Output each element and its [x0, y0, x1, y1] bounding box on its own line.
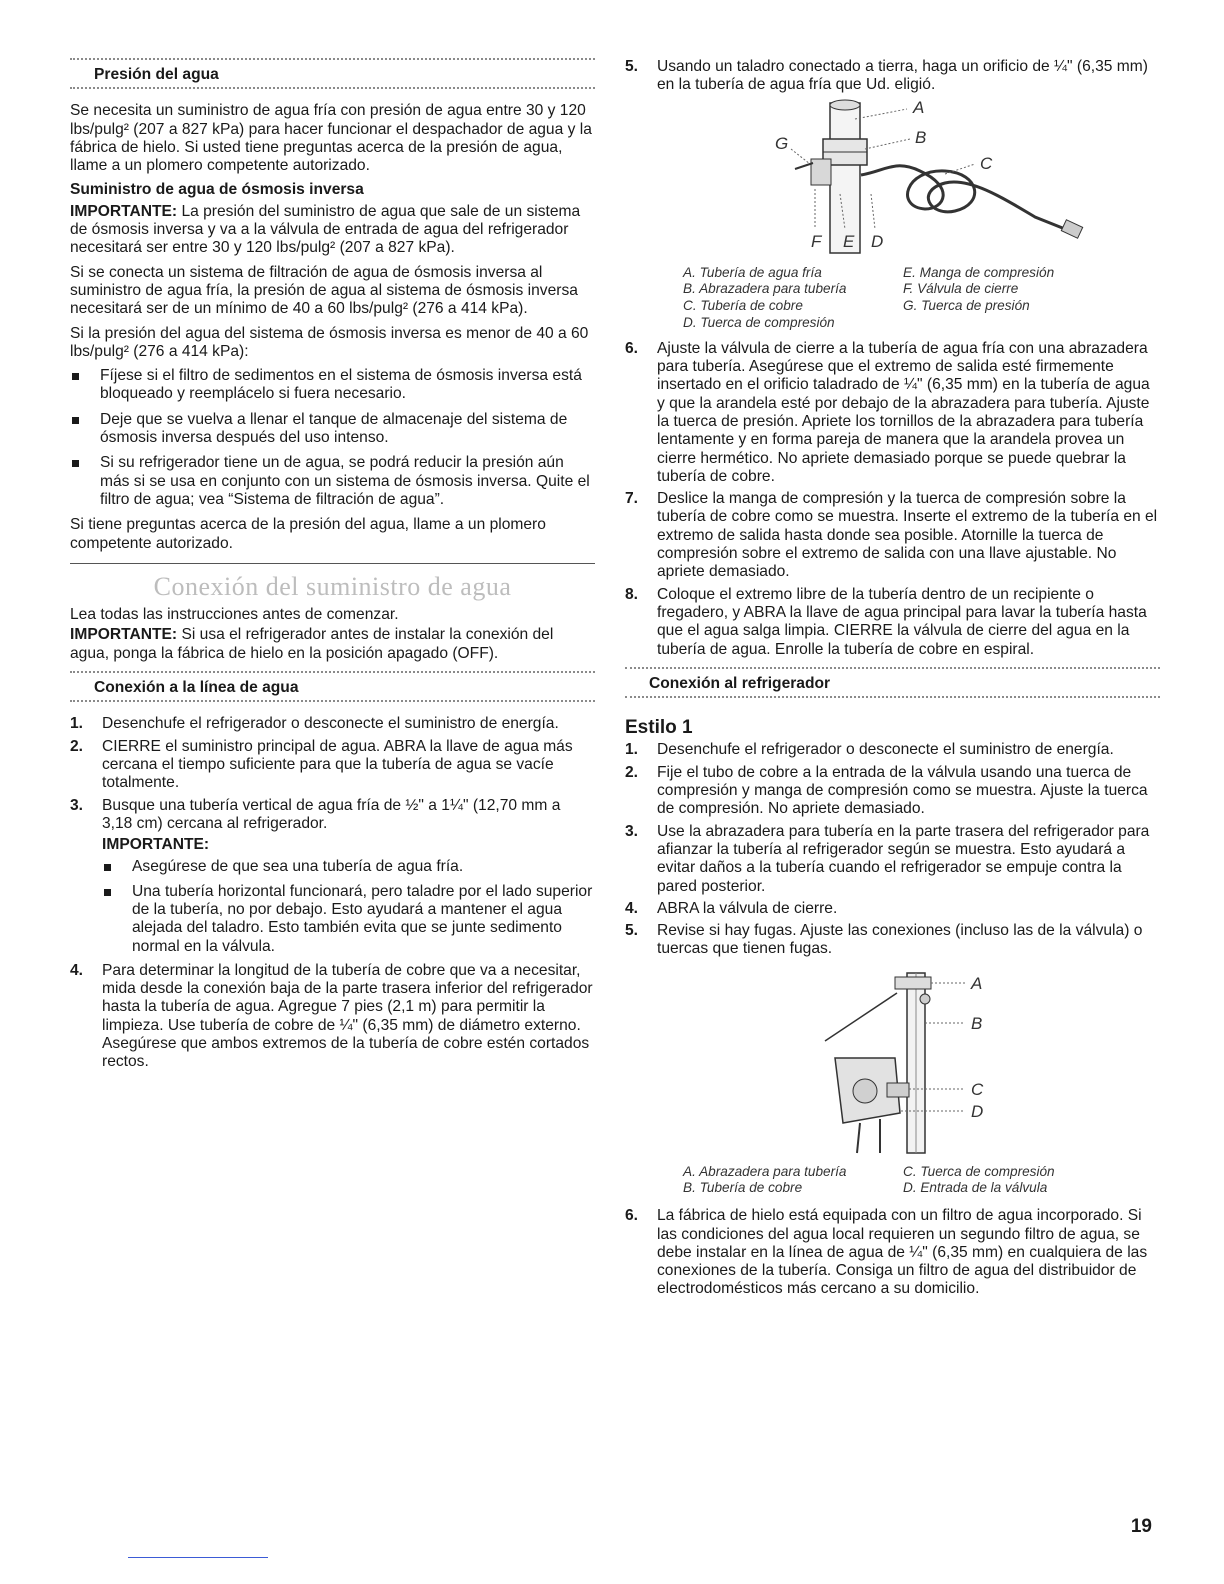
important-paragraph: [70, 626, 595, 663]
step-number: 4.: [70, 961, 84, 979]
steps-list: [625, 58, 1160, 95]
caption-item: B. Abrazadera para tubería: [683, 281, 847, 297]
tube-clamp: [895, 977, 931, 989]
valve-inlet-figure: [625, 963, 1160, 1158]
step-text: ABRA la válvula de cierre.: [657, 899, 838, 917]
step-number: 8.: [625, 585, 639, 603]
caption-item: E. Manga de compresión: [903, 264, 1055, 280]
caption-item: A. Abrazadera para tubería: [683, 1163, 847, 1179]
important-label: IMPORTANTE:: [70, 202, 178, 220]
clamp-screw: [920, 994, 930, 1004]
caption-item: D. Entrada de la válvula: [903, 1180, 1048, 1196]
callout-a: A: [971, 973, 983, 993]
bullet-list: [70, 367, 595, 509]
bullet-square-icon: [104, 889, 111, 896]
callout-line-a: [855, 109, 907, 119]
step-text: Busque una tubería vertical de agua fría de ½" a 1¼" (12,70 mm a 3,18 cm) cercana al refrigerador.: [102, 796, 561, 832]
list-item: [70, 454, 595, 509]
step-number: 1.: [70, 715, 84, 733]
steps-list: [70, 715, 595, 1071]
important-label: IMPORTANTE:: [102, 836, 210, 854]
caption-item: F. Válvula de cierre: [903, 281, 1019, 297]
step-number: 7.: [625, 490, 639, 508]
step-number: 2.: [625, 763, 639, 781]
bullet-square-icon: [104, 864, 111, 871]
style-heading: Estilo 1: [625, 717, 693, 739]
callout-line-b: [865, 139, 910, 149]
callout-d: D: [971, 1101, 984, 1121]
divider: [70, 87, 595, 92]
step-item: [625, 741, 1160, 759]
step-item: [625, 586, 1160, 659]
step-item: [625, 1207, 1160, 1298]
step-item: [625, 764, 1160, 819]
subsection-heading: Conexión a la línea de agua: [94, 679, 299, 697]
bullet-square-icon: [72, 373, 79, 380]
water-pressure-section: [70, 58, 595, 92]
list-item: [102, 858, 595, 876]
divider: [70, 700, 595, 705]
callout-a: A: [913, 98, 925, 117]
step-number: 5.: [625, 58, 639, 75]
valve-leg: [857, 1123, 860, 1153]
figure-caption: [683, 1164, 1160, 1198]
step-text: CIERRE el suministro principal de agua. ABRA la llave de agua más cercana el tiempo suficiente para que la tubería de agua se vacíe totalmente.: [102, 737, 573, 792]
step-number: 3.: [625, 822, 639, 840]
step-item: [70, 738, 595, 793]
ro-heading: Suministro de agua de ósmosis inversa: [70, 181, 364, 199]
callout-f: F: [811, 231, 822, 251]
step-text: Coloque el extremo libre de la tubería dentro de un recipiente o fregadero, y ABRA la llave de agua principal para lavar la tubería hasta que el agua salga limpia. CIERRE la válvula de cierre del agua en la tubería de agua. Enrolle la tubería de cobre en espiral.: [657, 585, 1147, 658]
bullet-square-icon: [72, 460, 79, 467]
shutoff-valve-figure: [625, 99, 1160, 259]
step-text: Para determinar la longitud de la tubería de cobre que va a necesitar, mida desde la conexión baja de la parte trasera inferior del refrigerador hasta la tubería de agua. Agregue 7 pies (2,1 m) para permitir la limpieza. Use tubería de cobre de ¼" (6,35 mm) de diámetro externo. Asegúrese que ambos extremos de la tubería de cobre estén cortados rectos.: [102, 961, 593, 1071]
step-item: [70, 962, 595, 1072]
step-number: 1.: [625, 741, 639, 759]
callout-g: G: [775, 133, 789, 153]
paragraph: Si tiene preguntas acerca de la presión del agua, llame a un plomero competente autorizado.: [70, 516, 546, 552]
steps-list: [625, 340, 1160, 659]
step-number: 5.: [625, 922, 639, 940]
list-item-text: Deje que se vuelva a llenar el tanque de almacenaje del sistema de ósmosis inversa después del uso intenso.: [100, 410, 568, 447]
step-item: [625, 340, 1160, 486]
section-title: Conexión del suministro de agua: [153, 571, 512, 601]
paragraph: Se necesita un suministro de agua fría con presión de agua entre 30 y 120 lbs/pulg² (207 a 827 kPa) para hacer funcionar el despachador de agua y la fábrica de hielo. Si usted tiene preguntas acerca de la presión de agua, llame a un plomero competente autorizado.: [70, 102, 592, 175]
water-line-section: [70, 671, 595, 705]
important-text: Si usa el refrigerador antes de instalar la conexión del agua, ponga la fábrica de hielo en la posición apagado (OFF).: [70, 626, 554, 662]
page-number: 19: [1130, 1516, 1152, 1537]
callout-d: D: [871, 231, 884, 251]
steps-list: [625, 741, 1160, 958]
caption-item: D. Tuerca de compresión: [683, 314, 835, 330]
step-text: Desenchufe el refrigerador o desconecte el suministro de energía.: [102, 715, 559, 733]
callout-e: E: [843, 231, 855, 251]
list-item-text: Si su refrigerador tiene un de agua, se podrá reducir la presión aún más si se usa en conjunto con un sistema de ósmosis inversa. Quite el filtro de agua; vea “Sistema de filtración de agua”.: [100, 454, 590, 508]
bullet-square-icon: [72, 417, 79, 424]
shutoff-valve: [811, 159, 831, 185]
step-item: [625, 58, 1160, 95]
callout-b: B: [971, 1013, 983, 1033]
callout-line-c: [945, 164, 975, 174]
callout-b: B: [915, 127, 927, 147]
subsection-heading: Conexión al refrigerador: [649, 674, 831, 692]
bullet-list: [102, 858, 595, 955]
callout-line-g: [791, 149, 810, 164]
important-text: La presión del suministro de agua que sale de un sistema de ósmosis inversa y va a la válvula de entrada de agua del refrigerador necesitará ser entre 30 y 120 lbs/pulg² (207 a 827 kPa).: [70, 202, 581, 257]
list-item-text: Fíjese si el filtro de sedimentos en el sistema de ósmosis inversa está bloqueado y reemplácelo si fuera necesario.: [100, 367, 582, 403]
paragraph: Lea todas las instrucciones antes de comenzar.: [70, 606, 399, 624]
step-text: Deslice la manga de compresión y la tuerca de compresión sobre la tubería de cobre como se muestra. Inserte el extremo de la tubería en el extremo de salida hasta donde sea posible. Atornille la tuerca de compresión sobre el extremo de salida con una llave ajustable. No apriete demasiado.: [657, 490, 1158, 581]
callout-c: C: [980, 153, 993, 173]
step-item: [625, 900, 1160, 918]
fridge-connection-section: [625, 667, 1160, 701]
shutoff-valve-illustration: [625, 99, 1160, 259]
step-item: [70, 797, 595, 956]
step-text: Usando un taladro conectado a tierra, haga un orificio de ¼" (6,35 mm) en la tubería de agua fría que Ud. eligió.: [657, 58, 1148, 94]
figure-caption: [683, 265, 1160, 332]
cold-water-pipe: [830, 103, 860, 253]
right-column: [625, 58, 1160, 1303]
tubing-end-fitting: [1061, 219, 1082, 237]
valve-handle: [795, 163, 813, 169]
section-divider: [70, 563, 595, 564]
caption-item: A. Tubería de agua fría: [683, 264, 822, 280]
step-text: Desenchufe el refrigerador o desconecte el suministro de energía.: [657, 741, 1114, 759]
step-text: Fije el tubo de cobre a la entrada de la válvula usando una tuerca de compresión y manga de compresión como se muestra. Ajuste la tuerca de compresión. No apriete demasiado.: [657, 763, 1148, 818]
step-item: [625, 490, 1160, 581]
divider: [625, 696, 1160, 701]
step-text: La fábrica de hielo está equipada con un filtro de agua incorporado. Si las condiciones del agua local requieren un segundo filtro de agua, se debe instalar en la línea de agua de ¼" (6,35 mm) en cualquiera de las conexiones de la tubería. Consiga un filtro de agua del distribuidor de electrodomésticos más cercano a su domicilio.: [657, 1207, 1148, 1298]
step-item: [70, 715, 595, 733]
screwdriver-line: [825, 993, 897, 1041]
caption-item: C. Tuerca de compresión: [903, 1163, 1055, 1179]
list-item-text: Una tubería horizontal funcionará, pero taladre por el lado superior de la tubería, no por debajo. Esto ayudará a mantener el agua alejada del taladro. Esto también evita que se junte sedimento normal en la válvula.: [132, 882, 593, 955]
step-number: 3.: [70, 796, 84, 814]
pipe-top: [830, 100, 860, 110]
list-item: [70, 411, 595, 448]
left-column: [70, 58, 595, 1076]
paragraph: Si se conecta un sistema de filtración de agua de ósmosis inversa al suministro de agua fría, la presión de agua al sistema de ósmosis inversa necesitará ser de un mínimo de 40 a 60 lbs/pulg² (276 a 414 kPa).: [70, 263, 578, 318]
important-label: IMPORTANTE:: [70, 626, 178, 644]
steps-list: [625, 1207, 1160, 1298]
step-item: [625, 922, 1160, 959]
step-item: [625, 823, 1160, 896]
step-text: Use la abrazadera para tubería en la parte trasera del refrigerador para afianzar la tubería al refrigerador según se muestra. Esto ayudará a evitar daños a la tubería cuando el refrigerador se empuje contra la pared posterior.: [657, 822, 1150, 895]
step-number: 2.: [70, 737, 84, 755]
caption-item: C. Tubería de cobre: [683, 298, 803, 314]
ro-important-paragraph: [70, 203, 595, 258]
step-number: 6.: [625, 1207, 639, 1225]
caption-item: G. Tuerca de presión: [903, 298, 1030, 314]
step-number: 6.: [625, 339, 639, 357]
list-item-text: Asegúrese de que sea una tubería de agua fría.: [132, 858, 464, 876]
step-text: Revise si hay fugas. Ajuste las conexiones (incluso las de la válvula) o tuercas que tienen fugas.: [657, 922, 1143, 958]
caption-item: B. Tubería de cobre: [683, 1180, 803, 1196]
footer-rule: [128, 1557, 268, 1558]
step-text: Ajuste la válvula de cierre a la tubería de agua fría con una abrazadera para tubería. Asegúrese que el extremo de salida esté firmemente insertado en el orificio taladrado de ¼" (6,35 mm) en la tubería de agua y que la arandela esté por debajo de la abrazadera para tubería. Ajuste la tuerca de presión. Apriete los tornillos de la abrazadera para tubería lentamente y en forma pareja de manera que la arandela provea un cierre hermético. No apriete demasiado porque se puede quebrar la tubería de cobre.: [657, 339, 1150, 485]
callout-c: C: [971, 1079, 984, 1099]
valve-inlet-illustration: [625, 963, 1160, 1158]
callout-line-d: [871, 194, 875, 229]
compression-nut: [887, 1083, 909, 1097]
paragraph: Si la presión del agua del sistema de ósmosis inversa es menor de 40 a 60 lbs/pulg² (276 a 414 kPa):: [70, 324, 589, 360]
valve-solenoid: [853, 1079, 877, 1103]
list-item: [70, 367, 595, 404]
list-item: [102, 883, 595, 956]
step-number: 4.: [625, 899, 639, 917]
copper-tubing: [861, 165, 1065, 228]
subsection-heading: Presión del agua: [94, 66, 219, 83]
caption-item: [903, 315, 1103, 332]
